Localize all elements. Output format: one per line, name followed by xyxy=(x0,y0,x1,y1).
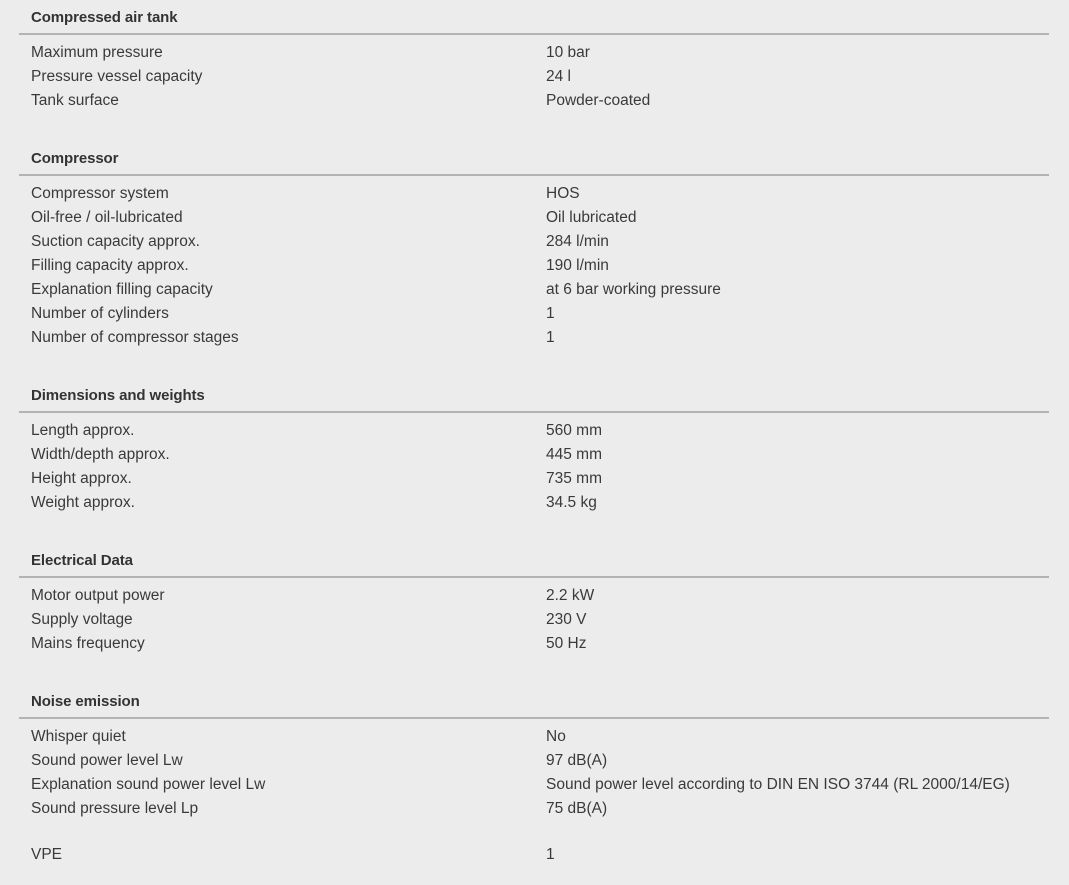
spec-value: Powder-coated xyxy=(546,92,651,109)
spec-row xyxy=(19,230,1049,254)
spec-label: Compressor system xyxy=(31,185,169,202)
spec-value: 445 mm xyxy=(546,446,602,463)
spec-value: 2.2 kW xyxy=(546,587,595,604)
spec-label: Length approx. xyxy=(31,422,135,439)
spec-label: Whisper quiet xyxy=(31,728,126,745)
spec-row xyxy=(19,182,1049,206)
spec-value: 24 l xyxy=(546,68,571,85)
spec-row xyxy=(19,419,1049,443)
spec-value: 560 mm xyxy=(546,422,602,439)
spec-row xyxy=(19,584,1049,608)
section-title: Compressor xyxy=(31,150,119,167)
spec-row xyxy=(19,65,1049,89)
spec-value: 1 xyxy=(546,846,555,863)
spec-label: Pressure vessel capacity xyxy=(31,68,203,85)
spec-value: 735 mm xyxy=(546,470,602,487)
spec-value: 75 dB(A) xyxy=(546,800,608,817)
section-header xyxy=(19,378,1049,413)
section-header xyxy=(19,543,1049,578)
spec-label: Maximum pressure xyxy=(31,44,163,61)
section-compressed-air-tank xyxy=(19,0,1049,141)
spec-label: Filling capacity approx. xyxy=(31,257,189,274)
section-compressor xyxy=(19,141,1049,378)
spec-row xyxy=(19,302,1049,326)
spec-label: Sound power level Lw xyxy=(31,752,183,769)
spec-label: Motor output power xyxy=(31,587,165,604)
spec-value: 10 bar xyxy=(546,44,590,61)
spec-value: 284 l/min xyxy=(546,233,609,250)
spec-label: Explanation sound power level Lw xyxy=(31,776,266,793)
spec-label: Number of cylinders xyxy=(31,305,169,322)
spec-label: Width/depth approx. xyxy=(31,446,170,463)
spec-label: Sound pressure level Lp xyxy=(31,800,199,817)
spec-value: 34.5 kg xyxy=(546,494,597,511)
section-title: Dimensions and weights xyxy=(31,387,205,404)
section-electrical-data xyxy=(19,543,1049,684)
section-header xyxy=(19,684,1049,719)
spec-row xyxy=(19,41,1049,65)
section-title: Electrical Data xyxy=(31,552,133,569)
spec-row xyxy=(19,89,1049,113)
spec-value: No xyxy=(546,728,566,745)
spec-row xyxy=(19,326,1049,350)
spec-value: 1 xyxy=(546,305,555,322)
spec-row xyxy=(19,749,1049,773)
vpe-block xyxy=(19,843,1049,867)
spec-row xyxy=(19,206,1049,230)
spec-row-vpe xyxy=(19,843,1049,867)
spec-value: HOS xyxy=(546,185,580,202)
spec-row xyxy=(19,254,1049,278)
spec-row xyxy=(19,632,1049,656)
spec-label: Number of compressor stages xyxy=(31,329,239,346)
spec-value: 1 xyxy=(546,329,555,346)
spec-label: Height approx. xyxy=(31,470,132,487)
section-title: Compressed air tank xyxy=(31,9,178,26)
spec-row xyxy=(19,467,1049,491)
spec-label: Suction capacity approx. xyxy=(31,233,200,250)
spec-row xyxy=(19,797,1049,821)
section-dimensions-and-weights xyxy=(19,378,1049,543)
spec-label: Oil-free / oil-lubricated xyxy=(31,209,183,226)
spec-label: Tank surface xyxy=(31,92,119,109)
spec-row xyxy=(19,443,1049,467)
section-header xyxy=(19,0,1049,35)
spec-value: 97 dB(A) xyxy=(546,752,608,769)
section-header xyxy=(19,141,1049,176)
spec-row xyxy=(19,725,1049,749)
spec-label: Mains frequency xyxy=(31,635,145,652)
spec-value: Sound power level according to DIN EN ISO 3744 (RL 2000/14/EG) xyxy=(546,776,1010,793)
spec-row xyxy=(19,491,1049,515)
spec-value: Oil lubricated xyxy=(546,209,637,226)
spec-label: Supply voltage xyxy=(31,611,133,628)
section-title: Noise emission xyxy=(31,693,140,710)
spec-value: at 6 bar working pressure xyxy=(546,281,721,298)
section-noise-emission xyxy=(19,684,1049,849)
spec-value: 230 V xyxy=(546,611,587,628)
spec-value: 190 l/min xyxy=(546,257,609,274)
spec-label: Weight approx. xyxy=(31,494,135,511)
spec-table xyxy=(19,0,1049,867)
spec-row xyxy=(19,608,1049,632)
spec-row xyxy=(19,773,1049,797)
spec-row xyxy=(19,278,1049,302)
spec-label: Explanation filling capacity xyxy=(31,281,213,298)
spec-label: VPE xyxy=(31,846,63,863)
spec-value: 50 Hz xyxy=(546,635,587,652)
